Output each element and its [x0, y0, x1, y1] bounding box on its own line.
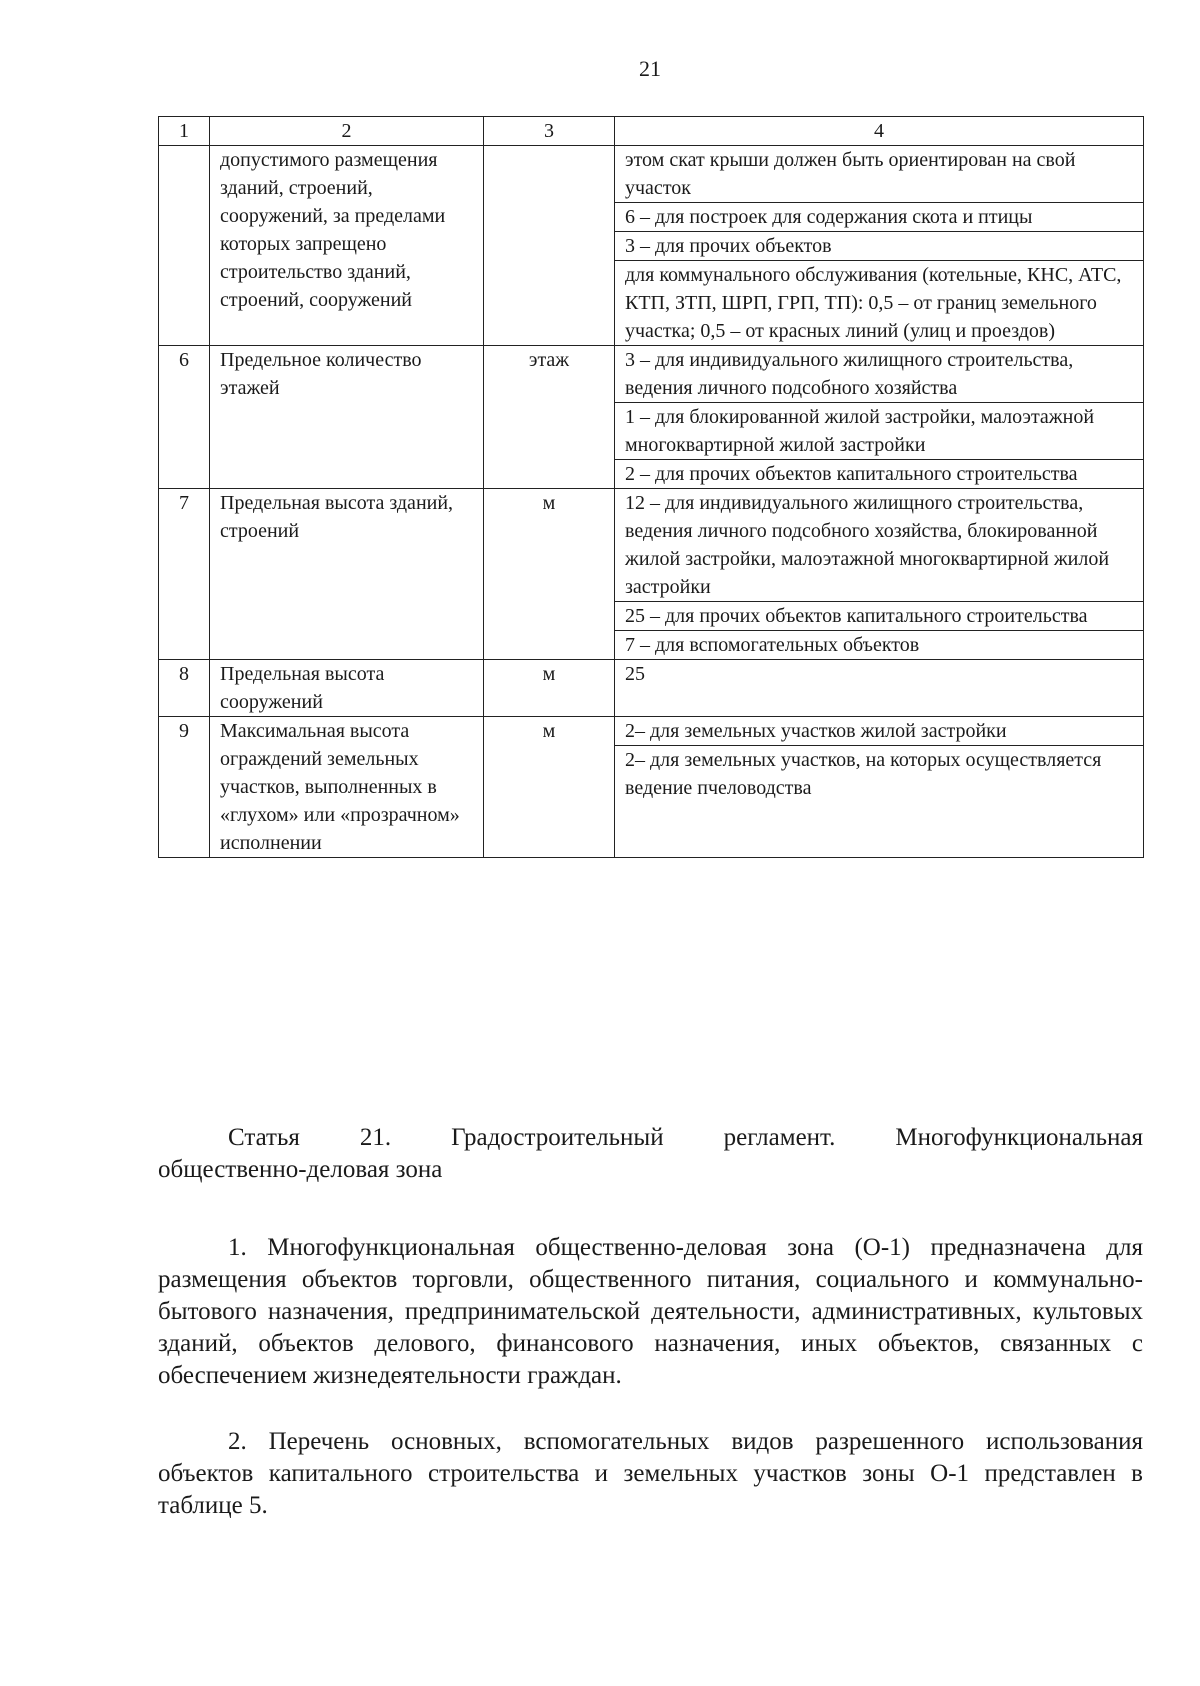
value-item: 7 – для вспомогательных объектов	[625, 634, 920, 656]
value-item: 2– для земельных участков жилой застройки	[615, 717, 1143, 746]
paragraph-2: 2. Перечень основных, вспомогательных видов разрешенного использования объектов капитального строительства и земельных участков зоны О-1 представлен в таблице 5.	[158, 1428, 1143, 1519]
paragraph-1: 1. Многофункциональная общественно-деловая зона (О-1) предназначена для размещения объектов торговли, общественного питания, социального и коммунально-бытового назначения, предпринимательской деятельности, административных, культовых зданий, объектов делового, финансового назначения, иных объектов, связанных с обеспечением жизнедеятельности граждан.	[158, 1234, 1143, 1389]
parameter-name: Предельная высота сооружений	[210, 660, 484, 717]
unit: м	[484, 660, 615, 717]
header-cell: 4	[615, 117, 1144, 146]
row-number: 8	[159, 660, 210, 717]
value-item: 1 – для блокированной жилой застройки, малоэтажной многоквартирной жилой застройки	[615, 403, 1143, 460]
table-row	[159, 146, 1144, 346]
unit	[484, 146, 615, 346]
parameter-name: Предельное количество этажей	[210, 346, 484, 489]
regulations-table	[158, 116, 1144, 858]
header-cell: 3	[484, 117, 615, 146]
value-item: для коммунального обслуживания (котельные, КНС, АТС, КТП, ЗТП, ШРП, ГРП, ТП): 0,5 – от границ земельного участка; 0,5 – от красных линий (улиц и проездов)	[625, 264, 1122, 342]
parameter-name: Максимальная высота ограждений земельных участков, выполненных в «глухом» или «прозрачном» исполнении	[210, 717, 484, 858]
value-item: 3 – для прочих объектов	[615, 232, 1143, 261]
header-cell: 2	[210, 117, 484, 146]
row-number: 7	[159, 489, 210, 660]
table-row	[159, 489, 1144, 660]
value-item: 25 – для прочих объектов капитального строительства	[615, 602, 1143, 631]
page-number: 21	[639, 56, 661, 81]
row-number	[159, 146, 210, 346]
parameter-name: Предельная высота зданий, строений	[210, 489, 484, 660]
value-item: 3 – для индивидуального жилищного строительства, ведения личного подсобного хозяйства	[615, 346, 1143, 403]
row-number: 9	[159, 717, 210, 858]
value-cell	[615, 717, 1144, 858]
table-row	[159, 660, 1144, 717]
value-item: этом скат крыши должен быть ориентирован на свой участок	[615, 146, 1143, 203]
header-cell: 1	[159, 117, 210, 146]
table-header-row	[159, 117, 1144, 146]
unit: м	[484, 489, 615, 660]
article-heading	[158, 1122, 1143, 1186]
value-item: 2 – для прочих объектов капитального строительства	[625, 463, 1078, 485]
unit: м	[484, 717, 615, 858]
value-cell	[615, 489, 1144, 660]
value-item: 25	[625, 663, 645, 685]
value-cell	[615, 346, 1144, 489]
value-item: 12 – для индивидуального жилищного строительства, ведения личного подсобного хозяйства, блокированной жилой застройки, малоэтажной многоквартирной жилой застройки	[615, 489, 1143, 602]
unit: этаж	[484, 346, 615, 489]
value-cell	[615, 660, 1144, 717]
parameter-name: допустимого размещения зданий, строений, сооружений, за пределами которых запрещено строительство зданий, строений, сооружений	[210, 146, 484, 346]
article-heading-line: Статья 21. Градостроительный регламент. Многофункциональная	[228, 1124, 1143, 1151]
row-number: 6	[159, 346, 210, 489]
table-row	[159, 717, 1144, 858]
article-heading-line: общественно-деловая зона	[158, 1156, 443, 1183]
value-item: 2– для земельных участков, на которых осуществляется ведение пчеловодства	[625, 749, 1102, 799]
value-cell	[615, 146, 1144, 346]
value-item: 6 – для построек для содержания скота и птицы	[615, 203, 1143, 232]
table-row	[159, 346, 1144, 489]
